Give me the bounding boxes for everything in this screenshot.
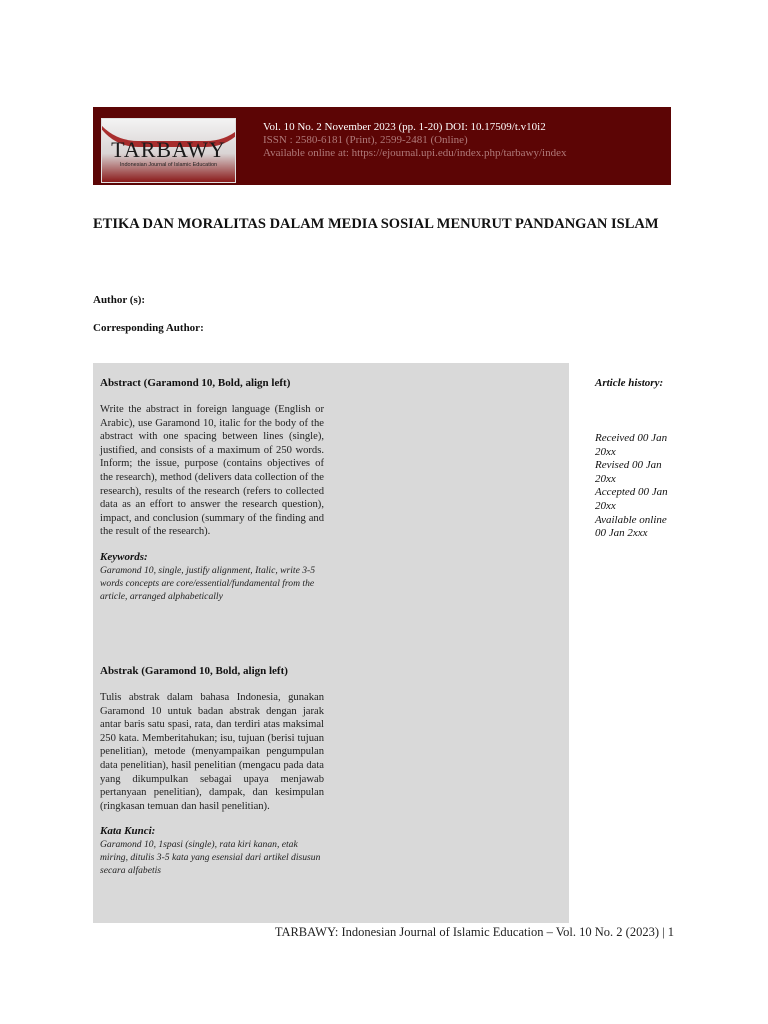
history-accepted: Accepted 00 Jan 20xx	[595, 486, 668, 512]
article-history	[595, 377, 675, 541]
article-history-list	[595, 432, 675, 541]
journal-info	[263, 121, 566, 160]
abstract-heading: Abstract (Garamond 10, Bold, align left)	[100, 377, 291, 389]
journal-info-line3: Available online at: https://ejournal.upi.edu/index.php/tarbawy/index	[263, 147, 567, 159]
history-revised: Revised 00 Jan 20xx	[595, 459, 662, 485]
keywords-body: Garamond 10, single, justify alignment, Italic, write 3-5 words concepts are core/essential/fundamental from the article, arranged alphabetically	[100, 564, 316, 602]
logo-subtitle: Indonesian Journal of Islamic Education	[119, 162, 218, 168]
abstract-english	[100, 377, 324, 603]
abstract-body: Write the abstract in foreign language (English or Arabic), use Garamond 10, italic for the body of the abstract with one spacing between lines (single), justified, and consists of a maximum of 250 words. Inform; the issue, purpose (contains objectives of the research), method (delivers data collection of the research), results of the research (refers to collected data as an effort to answer the research question), impact, and conclusion (summary of the finding and the result of the research).	[100, 404, 324, 538]
kata-kunci-label: Kata Kunci:	[100, 825, 156, 838]
journal-logo	[101, 118, 236, 183]
journal-info-line2: ISSN : 2580-6181 (Print), 2599-2481 (Online)	[263, 134, 468, 146]
article-history-title: Article history:	[595, 377, 664, 389]
history-available-online: Available online 00 Jan 2xxx	[595, 513, 667, 540]
page-footer: TARBAWY: Indonesian Journal of Islamic Education – Vol. 10 No. 2 (2023) | 1	[274, 925, 674, 939]
abstrak-heading: Abstrak (Garamond 10, Bold, align left)	[100, 665, 288, 677]
journal-info-line1: Vol. 10 No. 2 November 2023 (pp. 1-20) DOI: 10.17509/t.v10i2	[263, 121, 546, 133]
author-label: Author (s):	[93, 294, 146, 306]
journal-header-banner	[93, 107, 671, 185]
logo-text: TARBAWY	[111, 137, 226, 162]
article-title: ETIKA DAN MORALITAS DALAM MEDIA SOSIAL MENURUT PANDANGAN ISLAM	[93, 216, 659, 232]
kata-kunci-body: Garamond 10, 1spasi (single), rata kiri kanan, etak miring, ditulis 3-5 kata yang esensial dari artikel disusun secara alfabetis	[100, 839, 321, 877]
abstract-indonesian	[100, 665, 324, 877]
corresponding-author-label: Corresponding Author:	[93, 322, 204, 334]
abstrak-body: Tulis abstrak dalam bahasa Indonesia, gunakan Garamond 10 untuk badan abstrak dengan jarak antar baris satu spasi, rata, dan terdiri atas maksimal 250 kata. Memberitahukan; isu, tujuan (berisi tujuan penelitian), metode (menyampaikan pengumpulan data penelitian), hasil penelitian (mengacu pada data yang dikumpulkan sebagai upaya menjawab pertanyaan penelitian), dampak, dan kesimpulan (ringkasan temuan dan hasil penelitian).	[100, 692, 324, 812]
keywords-label: Keywords:	[100, 550, 148, 563]
history-received: Received 00 Jan 20xx	[595, 432, 668, 458]
abstract-panel	[93, 363, 569, 923]
